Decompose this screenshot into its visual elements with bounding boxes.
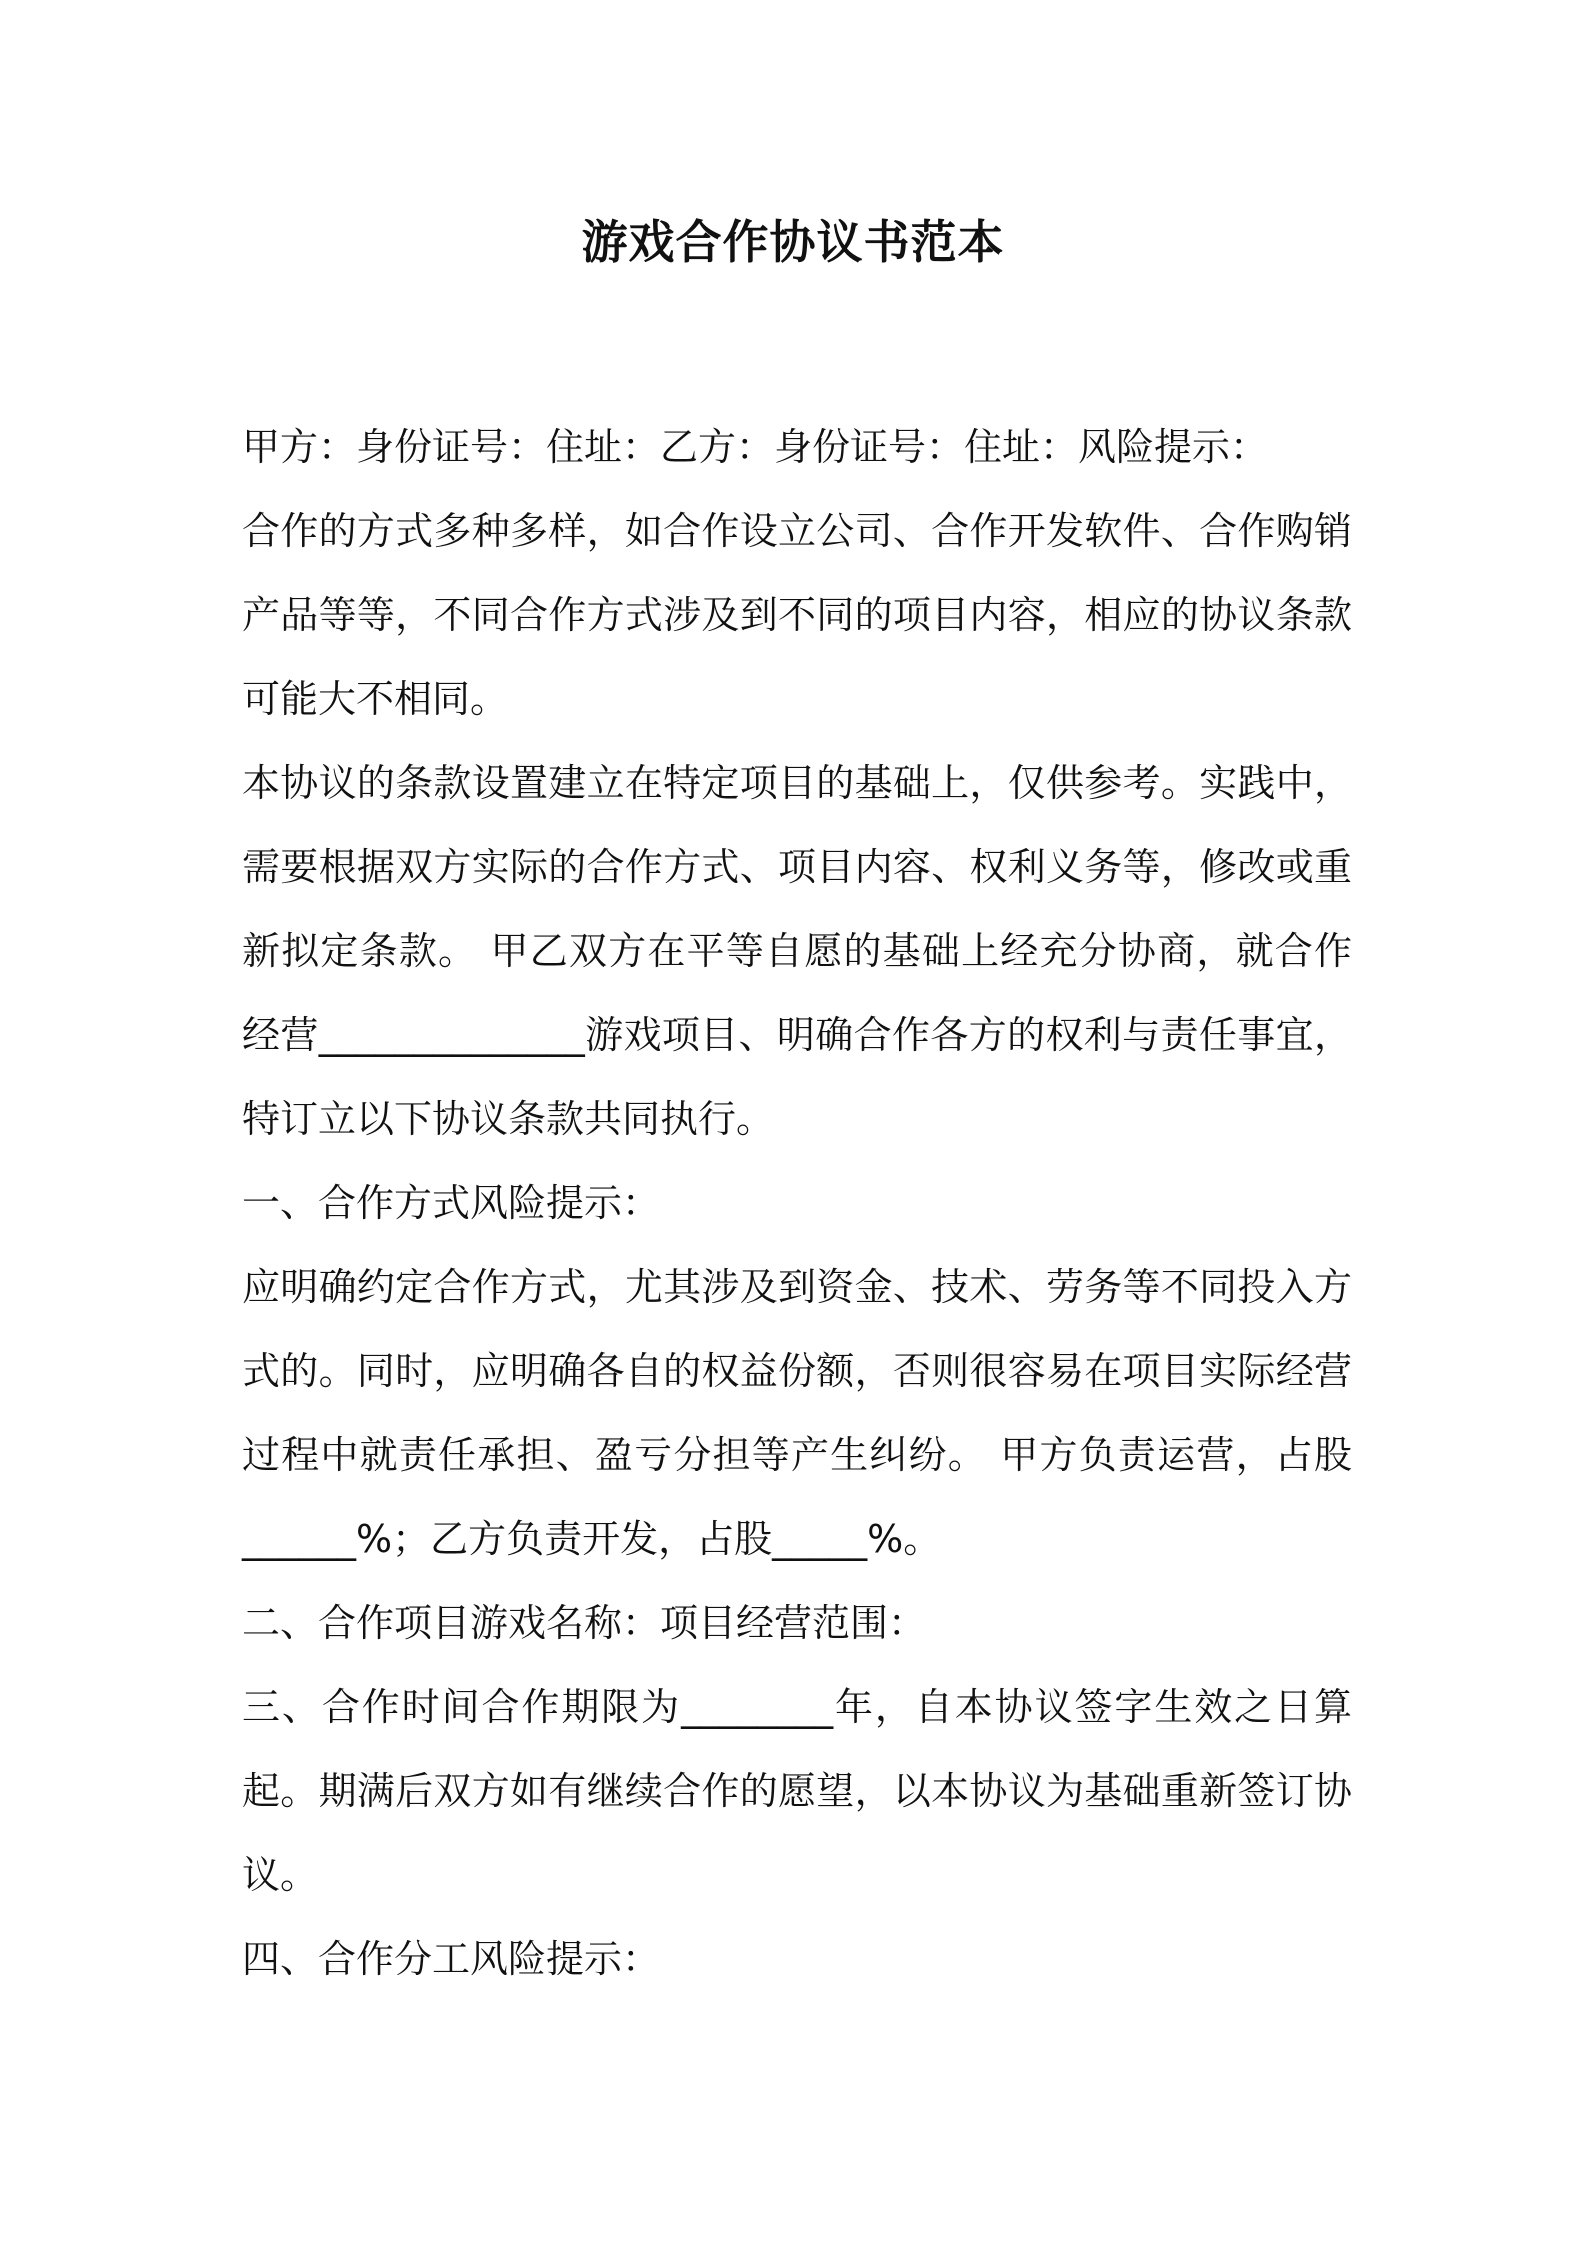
document-title: 游戏合作协议书范本 bbox=[581, 215, 1005, 269]
party-info-line: 甲方：身份证号：住址：乙方：身份证号：住址：风险提示： bbox=[242, 425, 1269, 469]
section-heading-project-name: 二、合作项目游戏名称：项目经营范围： bbox=[242, 1601, 927, 1645]
cooperation-term-paragraph: 三、合作时间合作期限为________年，自本协议签字生效之日算起。期满后双方如有继续合作的愿望，以本协议为基础重新签订协议。 bbox=[242, 1685, 1352, 1897]
risk-note-paragraph: 合作的方式多种多样，如合作设立公司、合作开发软件、合作购销产品等等，不同合作方式涉及到不同的项目内容，相应的协议条款可能大不相同。 bbox=[242, 509, 1352, 721]
agreement-intro-paragraph: 本协议的条款设置建立在特定项目的基础上，仅供参考。实践中，需要根据双方实际的合作方式、项目内容、权利义务等，修改或重新拟定条款。 甲乙双方在平等自愿的基础上经充分协商，就合作经营______________游戏项目、明确合作各方的权利与责任事宜，特订立以下协议条款共同执行。 bbox=[242, 761, 1352, 1141]
section-heading-cooperation-method: 一、合作方式风险提示： bbox=[242, 1181, 661, 1225]
document-body bbox=[242, 405, 1352, 2001]
section-heading-division-of-work: 四、合作分工风险提示： bbox=[242, 1937, 661, 1981]
cooperation-method-paragraph: 应明确约定合作方式，尤其涉及到资金、技术、劳务等不同投入方式的。同时，应明确各自的权益份额，否则很容易在项目实际经营过程中就责任承担、盈亏分担等产生纠纷。 甲方负责运营，占股______%；乙方负责开发，占股_____%。 bbox=[242, 1265, 1352, 1561]
